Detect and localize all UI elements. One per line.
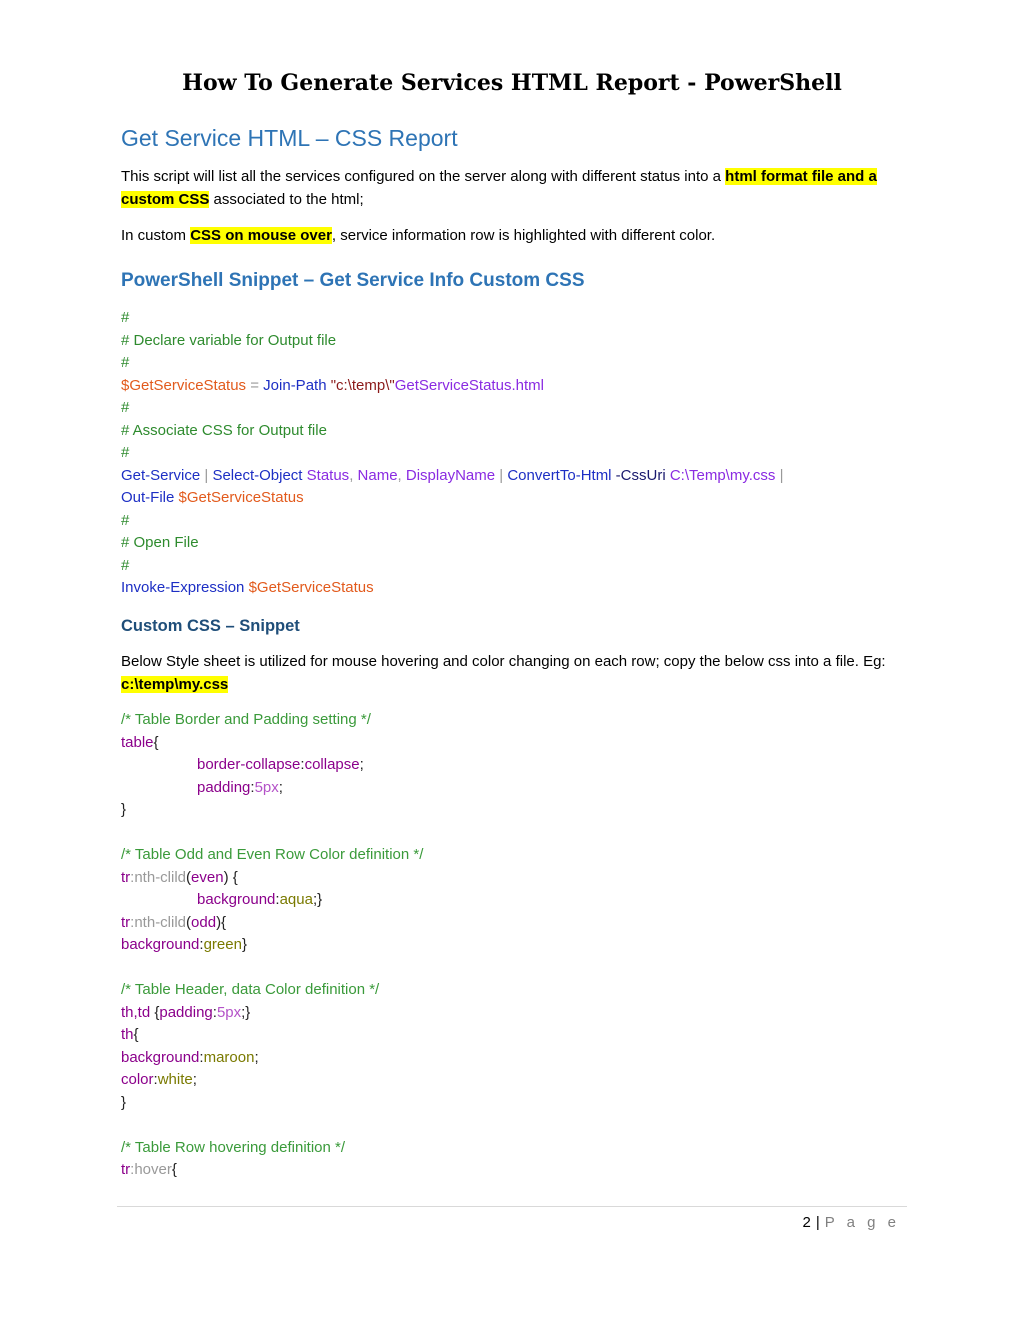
css-line	[121, 934, 911, 957]
css-comment: /* Table Border and Padding setting */	[121, 711, 371, 728]
code-variable: $GetServiceStatus	[121, 376, 247, 394]
code-variable: $GetServiceStatus	[244, 579, 374, 596]
css-argument: odd	[191, 913, 217, 931]
css-brace: }	[121, 1093, 127, 1111]
code-comma: ,	[349, 466, 354, 484]
intro-text-end: associated to the html;	[209, 190, 364, 208]
css-colon: :	[199, 936, 204, 953]
css-property: background	[121, 1048, 200, 1066]
mouseover-highlight: CSS on mouse over	[190, 227, 332, 244]
code-comment: # Declare variable for Output file	[121, 331, 337, 349]
intro-paragraph	[121, 166, 907, 211]
css-selector: table	[121, 733, 154, 751]
css-line: background:aqua;}	[197, 891, 323, 908]
css-line	[121, 754, 911, 777]
css-colon: :	[199, 1048, 204, 1066]
code-pipe: |	[495, 466, 508, 484]
css-pseudo: :nth-clild	[130, 913, 187, 931]
css-semicolon: ;	[278, 778, 283, 796]
css-property: background	[121, 936, 200, 953]
css-comment: /* Table Row hovering definition */	[121, 1138, 346, 1156]
section-heading: Get Service HTML – CSS Report	[121, 125, 458, 151]
code-argument: Status	[302, 466, 350, 484]
code-line	[121, 577, 911, 600]
css-colon: :	[300, 756, 305, 773]
powershell-heading: PowerShell Snippet – Get Service Info Custom CSS	[121, 270, 585, 291]
blank-line	[121, 1114, 911, 1137]
css-value: green	[203, 936, 242, 953]
css-selector: tr	[121, 868, 131, 886]
code-operator: =	[246, 376, 264, 394]
css-selector: tr	[121, 1161, 131, 1178]
css-path-highlight: c:\temp\my.css	[121, 675, 229, 693]
page-label: P a g e	[824, 1214, 900, 1231]
footer-separator: |	[815, 1214, 821, 1231]
code-comment: #	[121, 556, 130, 574]
footer-divider	[117, 1206, 907, 1207]
blank-line	[121, 957, 911, 980]
css-property: border-collapse	[197, 756, 301, 773]
css-brace: }	[121, 801, 127, 818]
css-semicolon: ;	[359, 756, 364, 773]
css-snippet	[121, 709, 911, 1182]
css-brace: {	[171, 1161, 177, 1178]
code-comment: # Open File	[121, 534, 199, 551]
document-title: How To Generate Services HTML Report - PowerShell	[182, 70, 842, 96]
code-comment: #	[121, 444, 130, 461]
code-comment: #	[121, 511, 130, 529]
css-property: padding	[159, 1003, 213, 1021]
css-brace: {	[153, 733, 159, 751]
css-brace: }	[241, 936, 247, 953]
code-line	[121, 375, 911, 398]
css-property: color	[121, 1071, 154, 1088]
code-pipe: |	[775, 466, 784, 484]
css-line	[121, 1047, 911, 1070]
css-property: padding	[197, 778, 251, 796]
css-colon: :	[153, 1071, 158, 1088]
css-line	[121, 1159, 911, 1182]
css-selector: tr	[121, 913, 131, 931]
css-line	[121, 1069, 911, 1092]
css-pseudo: :nth-clild	[130, 868, 187, 886]
css-value: 5px	[216, 1003, 242, 1021]
css-colon: :	[275, 891, 280, 908]
css-colon: :	[250, 778, 255, 796]
css-value: aqua	[279, 891, 313, 908]
css-line: th,td {padding:5px;}	[121, 1003, 251, 1021]
css-line: tr:nth-clild(odd){	[121, 913, 227, 931]
code-command: Invoke-Expression	[121, 579, 245, 596]
mouseover-text: In custom	[121, 227, 191, 244]
code-variable: $GetServiceStatus	[174, 489, 304, 506]
mouseover-text-end: , service information row is highlighted with different color.	[331, 227, 716, 244]
css-line	[121, 777, 911, 800]
blank-line	[121, 822, 911, 845]
code-command: ConvertTo-Html	[507, 466, 612, 484]
css-colon: :	[212, 1003, 217, 1021]
css-intro-paragraph	[121, 651, 907, 696]
css-heading: Custom CSS – Snippet	[121, 617, 300, 635]
css-semicolon: ;	[192, 1071, 197, 1088]
code-comment: #	[121, 309, 130, 326]
code-comma: ,	[397, 466, 402, 484]
code-parameter: -CssUri	[611, 466, 666, 484]
css-value: maroon	[203, 1048, 255, 1066]
css-line: tr:nth-clild(even) {	[121, 868, 238, 886]
css-semicolon: ;	[254, 1048, 259, 1066]
css-intro-text: Below Style sheet is utilized for mouse hovering and color changing on each row; copy the below css into a file. Eg:	[121, 653, 886, 670]
css-property: background	[197, 891, 276, 908]
css-line	[121, 732, 911, 755]
css-comment: /* Table Header, data Color definition */	[121, 981, 380, 998]
css-pseudo: :hover	[130, 1161, 172, 1178]
css-selector: th	[121, 1026, 134, 1043]
code-comment: #	[121, 354, 130, 371]
intro-text: This script will list all the services configured on the server along with different status into a	[121, 168, 726, 185]
code-comment: #	[121, 399, 130, 416]
code-command: Get-Service	[121, 466, 201, 484]
code-pipe: |	[200, 466, 213, 484]
code-line	[121, 487, 911, 510]
page-number: 2	[802, 1214, 812, 1231]
css-argument: even	[191, 868, 224, 886]
css-brace: {	[133, 1026, 139, 1043]
code-string: "c:\temp\"	[326, 376, 395, 394]
code-comment: # Associate CSS for Output file	[121, 421, 327, 439]
powershell-snippet	[121, 307, 911, 600]
css-comment: /* Table Odd and Even Row Color definition */	[121, 846, 424, 863]
intro-highlight: html format file and a custom CSS	[121, 168, 877, 208]
code-argument: GetServiceStatus.html	[394, 376, 544, 394]
code-command: Join-Path	[263, 376, 327, 394]
code-command: Select-Object	[212, 466, 303, 484]
css-value: collapse	[304, 756, 360, 773]
code-argument: DisplayName	[401, 466, 496, 484]
css-value: white	[157, 1071, 193, 1088]
code-argument: C:\Temp\my.css	[665, 466, 776, 484]
code-argument: Name	[353, 466, 398, 484]
code-line	[121, 465, 911, 488]
css-selector: th,td	[121, 1003, 151, 1021]
code-command: Out-File	[121, 489, 175, 506]
mouseover-paragraph	[121, 225, 907, 248]
css-value: 5px	[254, 778, 279, 796]
page-footer	[802, 1212, 900, 1234]
css-line	[121, 1024, 911, 1047]
